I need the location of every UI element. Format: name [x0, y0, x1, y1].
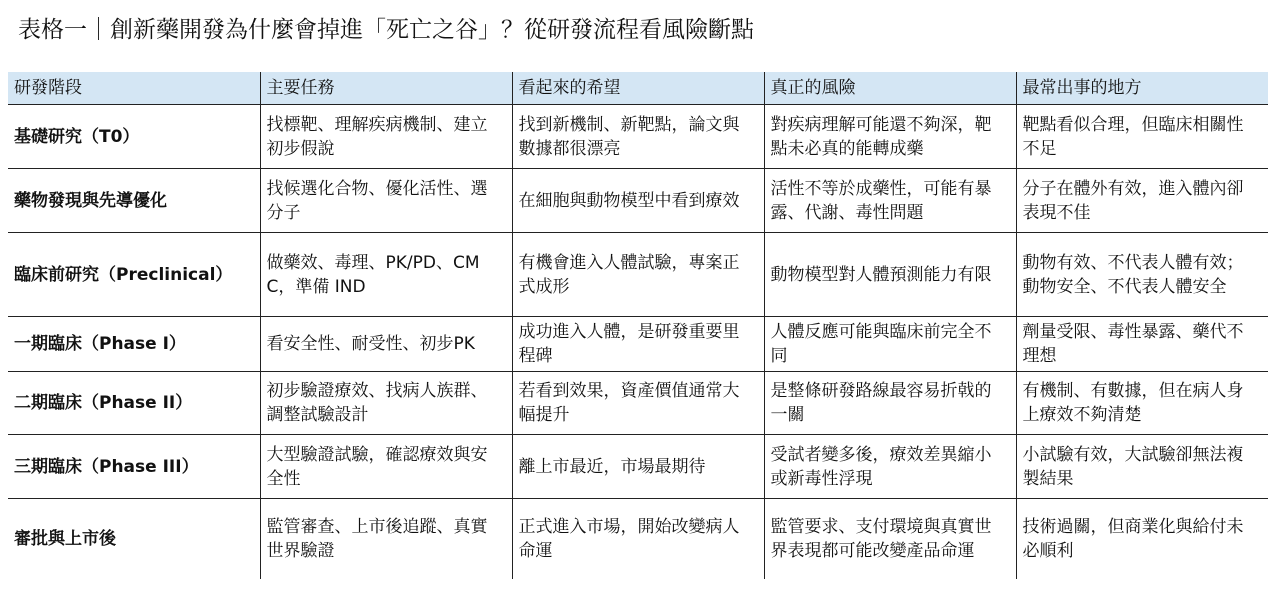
tasks-cell: 看安全性、耐受性、初步PK — [260, 317, 512, 372]
risk-cell: 活性不等於成藥性，可能有暴露、代謝、毒性問題 — [764, 169, 1016, 233]
stage-cell: 審批與上市後 — [14, 529, 116, 549]
risk-cell: 是整條研發路線最容易折戟的一關 — [764, 372, 1016, 435]
page-title: 表格一｜創新藥開發為什麼會掉進「死亡之谷」？從研發流程看風險斷點 — [18, 17, 754, 43]
failure-cell: 分子在體外有效，進入體內卻表現不佳 — [1016, 169, 1268, 233]
failure-cell: 技術過關，但商業化與給付未必順利 — [1016, 499, 1268, 580]
hope-cell: 找到新機制、新靶點，論文與數據都很漂亮 — [512, 105, 764, 169]
risk-cell: 監管要求、支付環境與真實世界表現都可能改變產品命運 — [764, 499, 1016, 580]
header-main-tasks: 主要任務 — [260, 72, 512, 105]
failure-cell: 劑量受限、毒性暴露、藥代不理想 — [1016, 317, 1268, 372]
tasks-cell: 做藥效、毒理、PK/PD、CMC，準備 IND — [260, 233, 512, 317]
drug-development-risk-table — [8, 72, 1268, 579]
stage-cell: 一期臨床（Phase I） — [8, 317, 260, 372]
table-row — [8, 233, 1268, 317]
stage-cell: 二期臨床（Phase II） — [8, 372, 260, 435]
tasks-cell: 初步驗證療效、找病人族群、調整試驗設計 — [260, 372, 512, 435]
hope-cell: 若看到效果，資產價值通常大幅提升 — [512, 372, 764, 435]
stage-cell: 基礎研究（T0） — [8, 105, 260, 169]
stage-cell: 臨床前研究（Preclinical） — [8, 233, 260, 317]
table-row — [8, 372, 1268, 435]
failure-cell: 小試驗有效，大試驗卻無法複製結果 — [1016, 435, 1268, 499]
header-apparent-hope: 看起來的希望 — [512, 72, 764, 105]
table-row — [8, 317, 1268, 372]
tasks-cell: 大型驗證試驗，確認療效與安全性 — [260, 435, 512, 499]
header-common-failure-point: 最常出事的地方 — [1016, 72, 1268, 105]
failure-cell: 動物有效、不代表人體有效；動物安全、不代表人體安全 — [1016, 233, 1268, 317]
failure-cell: 靶點看似合理，但臨床相關性不足 — [1016, 105, 1268, 169]
table-header-row — [8, 72, 1268, 105]
header-stage: 研發階段 — [8, 72, 260, 105]
table-row — [8, 105, 1268, 169]
table-row — [8, 435, 1268, 499]
risk-cell: 受試者變多後，療效差異縮小或新毒性浮現 — [764, 435, 1016, 499]
header-real-risk: 真正的風險 — [764, 72, 1016, 105]
table-row — [8, 499, 1268, 580]
table-row — [8, 169, 1268, 233]
tasks-cell: 找候選化合物、優化活性、選分子 — [260, 169, 512, 233]
failure-cell: 有機制、有數據，但在病人身上療效不夠清楚 — [1016, 372, 1268, 435]
stage-cell: 三期臨床（Phase III） — [8, 435, 260, 499]
hope-cell: 正式進入市場，開始改變病人命運 — [512, 499, 764, 580]
hope-cell: 離上市最近，市場最期待 — [512, 435, 764, 499]
tasks-cell: 找標靶、理解疾病機制、建立初步假說 — [260, 105, 512, 169]
hope-cell: 有機會進入人體試驗，專案正式成形 — [512, 233, 764, 317]
tasks-cell: 監管審查、上市後追蹤、真實世界驗證 — [260, 499, 512, 580]
hope-cell: 成功進入人體，是研發重要里程碑 — [512, 317, 764, 372]
stage-cell: 藥物發現與先導優化 — [8, 169, 260, 233]
risk-cell: 人體反應可能與臨床前完全不同 — [764, 317, 1016, 372]
hope-cell: 在細胞與動物模型中看到療效 — [512, 169, 764, 233]
risk-cell: 對疾病理解可能還不夠深，靶點未必真的能轉成藥 — [764, 105, 1016, 169]
risk-cell: 動物模型對人體預測能力有限 — [764, 233, 1016, 317]
